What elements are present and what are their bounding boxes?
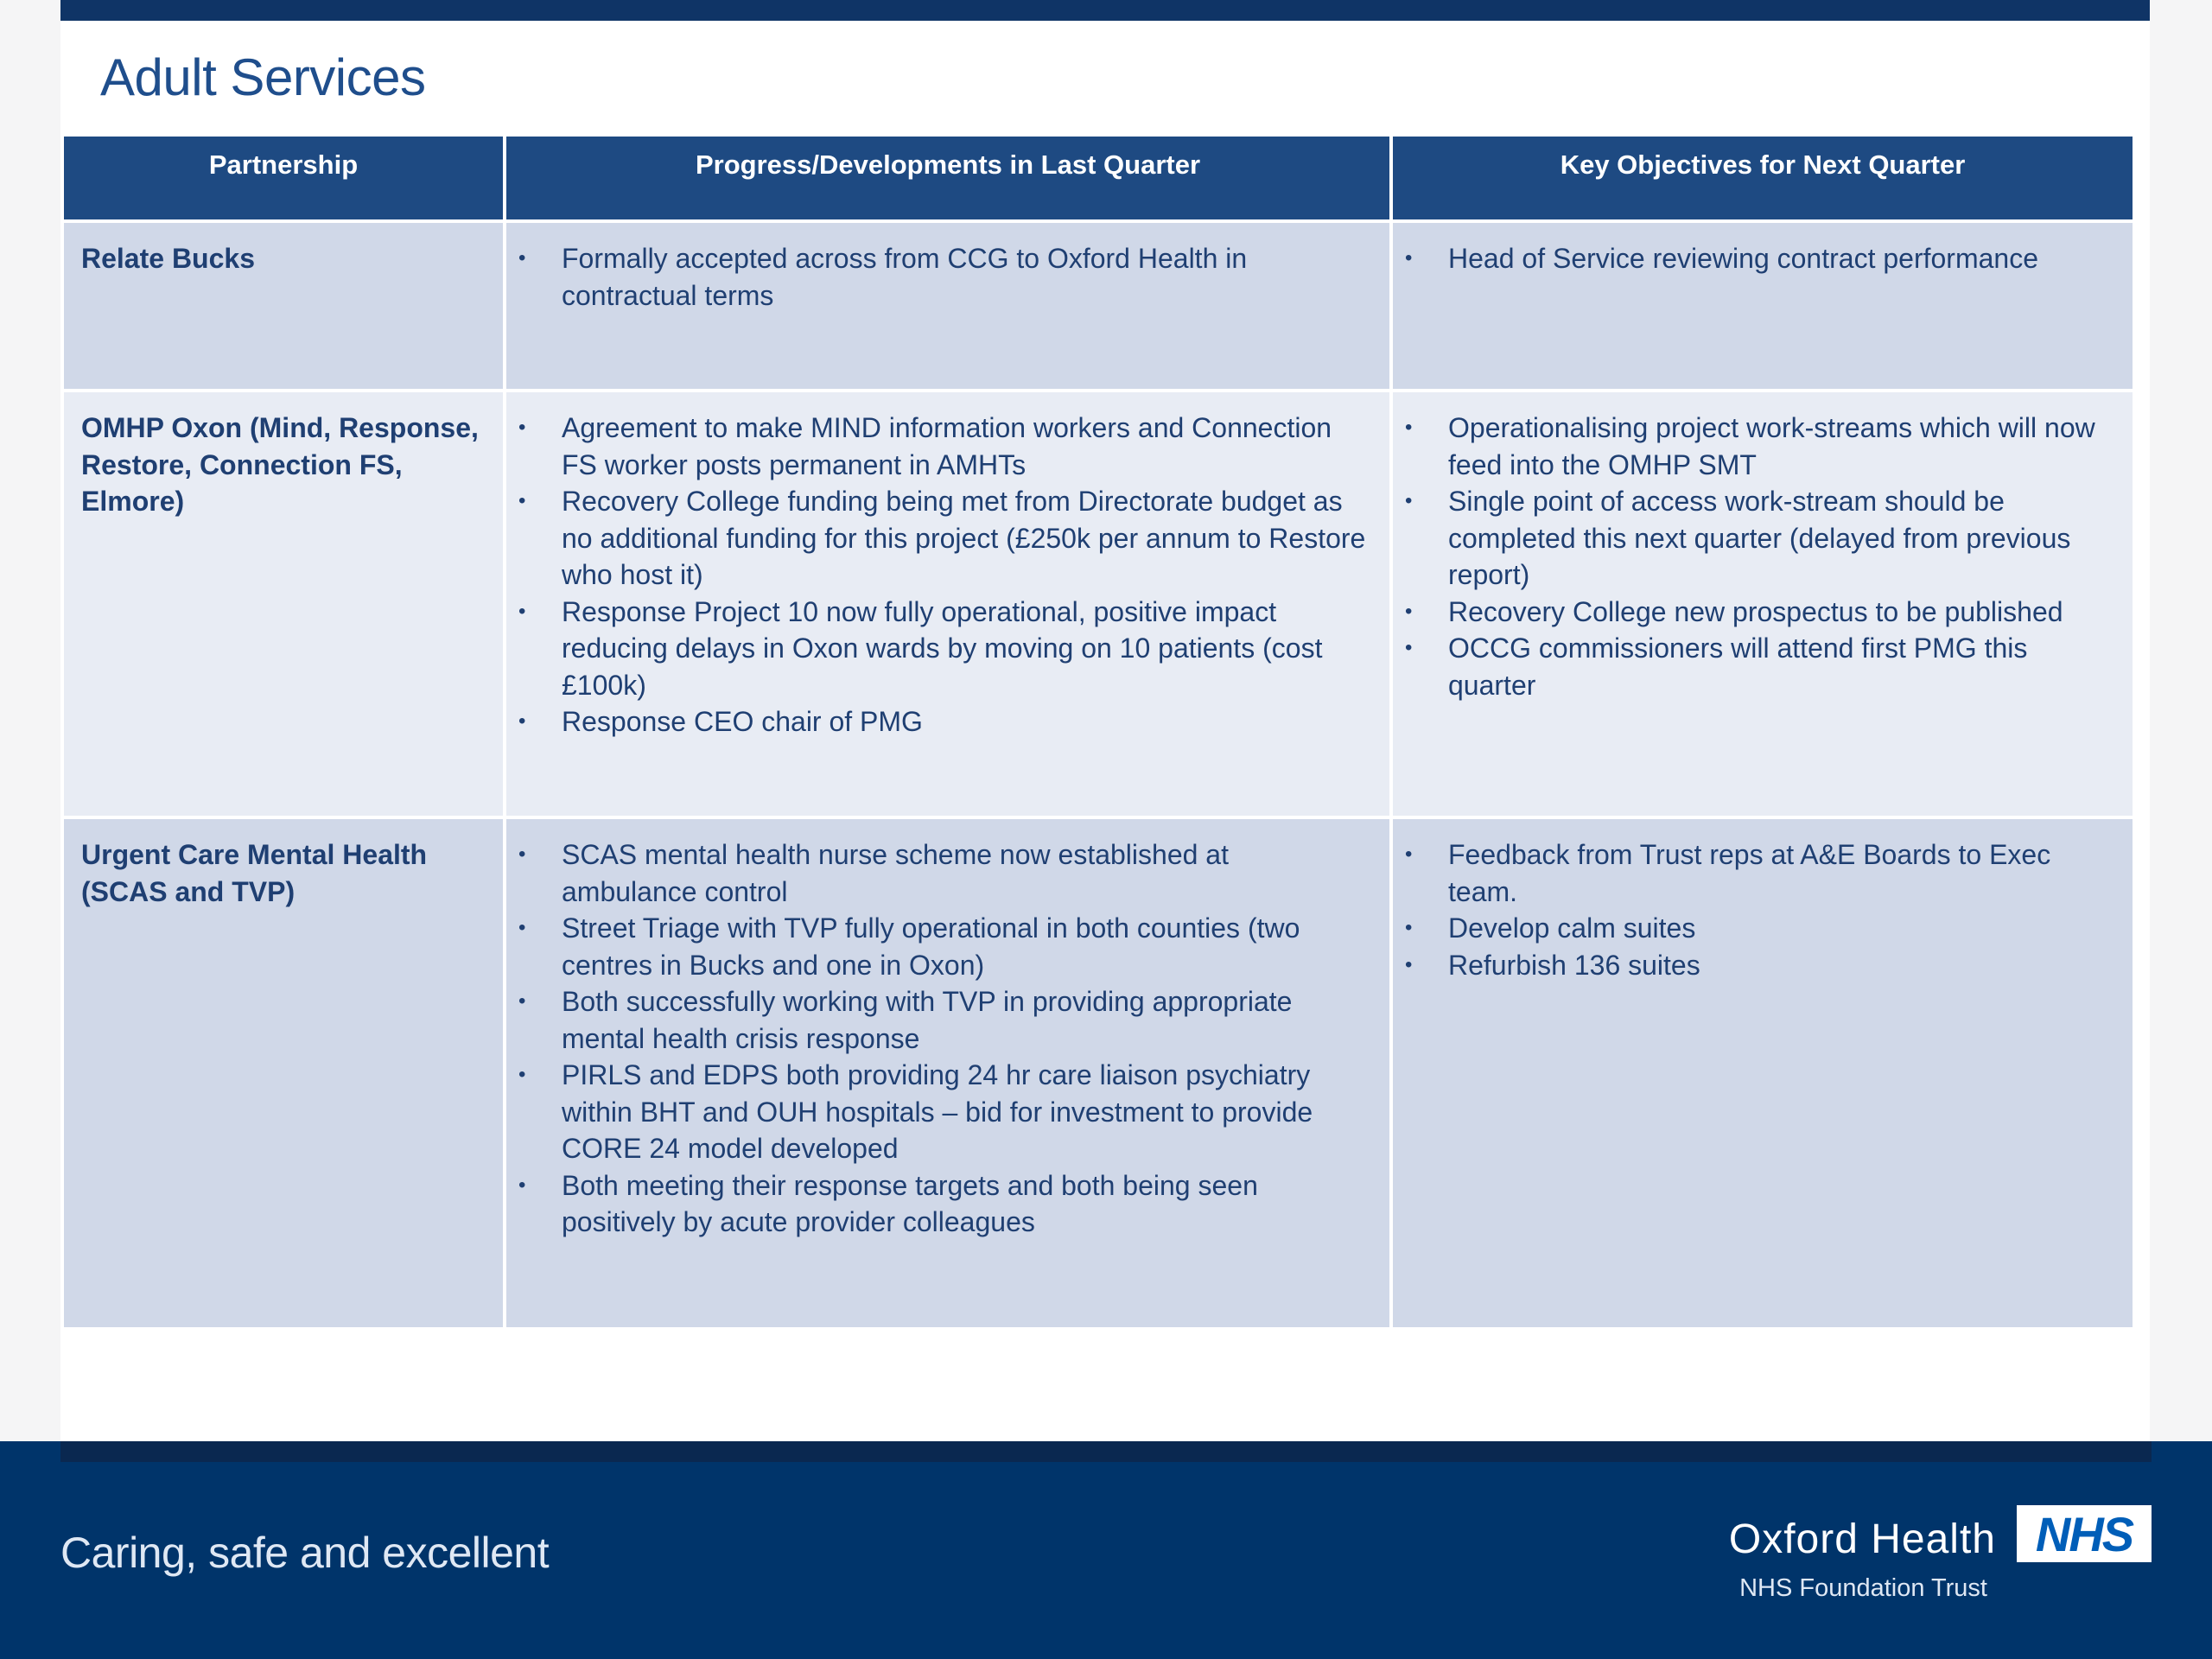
list-item: • Recovery College new prospectus to be published — [1448, 594, 2113, 631]
list-item: • Develop calm suites — [1448, 910, 2113, 947]
list-item: • OCCG commissioners will attend first PMG this quarter — [1448, 630, 2113, 703]
list-item: • Feedback from Trust reps at A&E Boards to Exec team. — [1448, 836, 2113, 910]
list-item: • Formally accepted across from CCG to Oxford Health in contractual terms — [562, 240, 1370, 314]
list-item: • Street Triage with TVP fully operational in both counties (two centres in Bucks and one in Oxon) — [562, 910, 1370, 983]
objectives-list — [1410, 836, 2113, 983]
header-partnership: Partnership — [62, 135, 505, 221]
partnership-cell — [62, 221, 505, 391]
partnership-name: Relate Bucks — [81, 243, 255, 274]
objectives-cell — [1391, 391, 2134, 817]
nhs-logo-text: NHS — [2035, 1506, 2133, 1561]
list-item: • Single point of access work-stream should be completed this next quarter (delayed from previous report) — [1448, 483, 2113, 594]
list-item: • Recovery College funding being met from Directorate budget as no additional funding for this project (£250k per annum to Restore who host it) — [562, 483, 1370, 594]
tagline: Caring, safe and excellent — [60, 1529, 550, 1577]
footer — [0, 1441, 2212, 1659]
list-item: • Response CEO chair of PMG — [562, 703, 1370, 741]
nhs-logo — [2017, 1505, 2152, 1562]
table-header-row — [62, 135, 2134, 221]
org-name: Oxford Health — [1728, 1516, 1996, 1562]
header-objectives: Key Objectives for Next Quarter — [1391, 135, 2134, 221]
top-bar — [60, 0, 2150, 21]
table-row — [62, 817, 2134, 1329]
objectives-list — [1410, 410, 2113, 703]
page-title: Adult Services — [100, 48, 426, 106]
list-item: • PIRLS and EDPS both providing 24 hr care liaison psychiatry within BHT and OUH hospitals – bid for investment to provide CORE 24 model developed — [562, 1057, 1370, 1167]
list-item: • Head of Service reviewing contract performance — [1448, 240, 2113, 277]
footer-band — [60, 1441, 2152, 1462]
partnership-name: Urgent Care Mental Health (SCAS and TVP) — [81, 839, 428, 907]
list-item: • Response Project 10 now fully operational, positive impact reducing delays in Oxon wards by moving on 10 patients (cost £100k) — [562, 594, 1370, 704]
objectives-list — [1410, 240, 2113, 277]
partnership-cell — [62, 817, 505, 1329]
partnership-table — [60, 133, 2136, 1331]
table-row — [62, 221, 2134, 391]
list-item: • Operationalising project work-streams which will now feed into the OMHP SMT — [1448, 410, 2113, 483]
list-item: • SCAS mental health nurse scheme now established at ambulance control — [562, 836, 1370, 910]
progress-list — [524, 410, 1370, 741]
list-item: • Refurbish 136 suites — [1448, 947, 2113, 984]
objectives-cell — [1391, 817, 2134, 1329]
partnership-name: OMHP Oxon (Mind, Response, Restore, Connection FS, Elmore) — [81, 412, 479, 517]
list-item: • Both successfully working with TVP in providing appropriate mental health crisis response — [562, 983, 1370, 1057]
objectives-cell — [1391, 221, 2134, 391]
progress-list — [524, 240, 1370, 314]
progress-list — [524, 836, 1370, 1241]
list-item: • Agreement to make MIND information workers and Connection FS worker posts permanent in AMHTs — [562, 410, 1370, 483]
progress-cell — [505, 817, 1391, 1329]
progress-cell — [505, 221, 1391, 391]
list-item: • Both meeting their response targets and both being seen positively by acute provider colleagues — [562, 1167, 1370, 1241]
progress-cell — [505, 391, 1391, 817]
partnership-cell — [62, 391, 505, 817]
table-row — [62, 391, 2134, 817]
header-progress: Progress/Developments in Last Quarter — [505, 135, 1391, 221]
org-subtitle: NHS Foundation Trust — [1739, 1574, 1987, 1602]
